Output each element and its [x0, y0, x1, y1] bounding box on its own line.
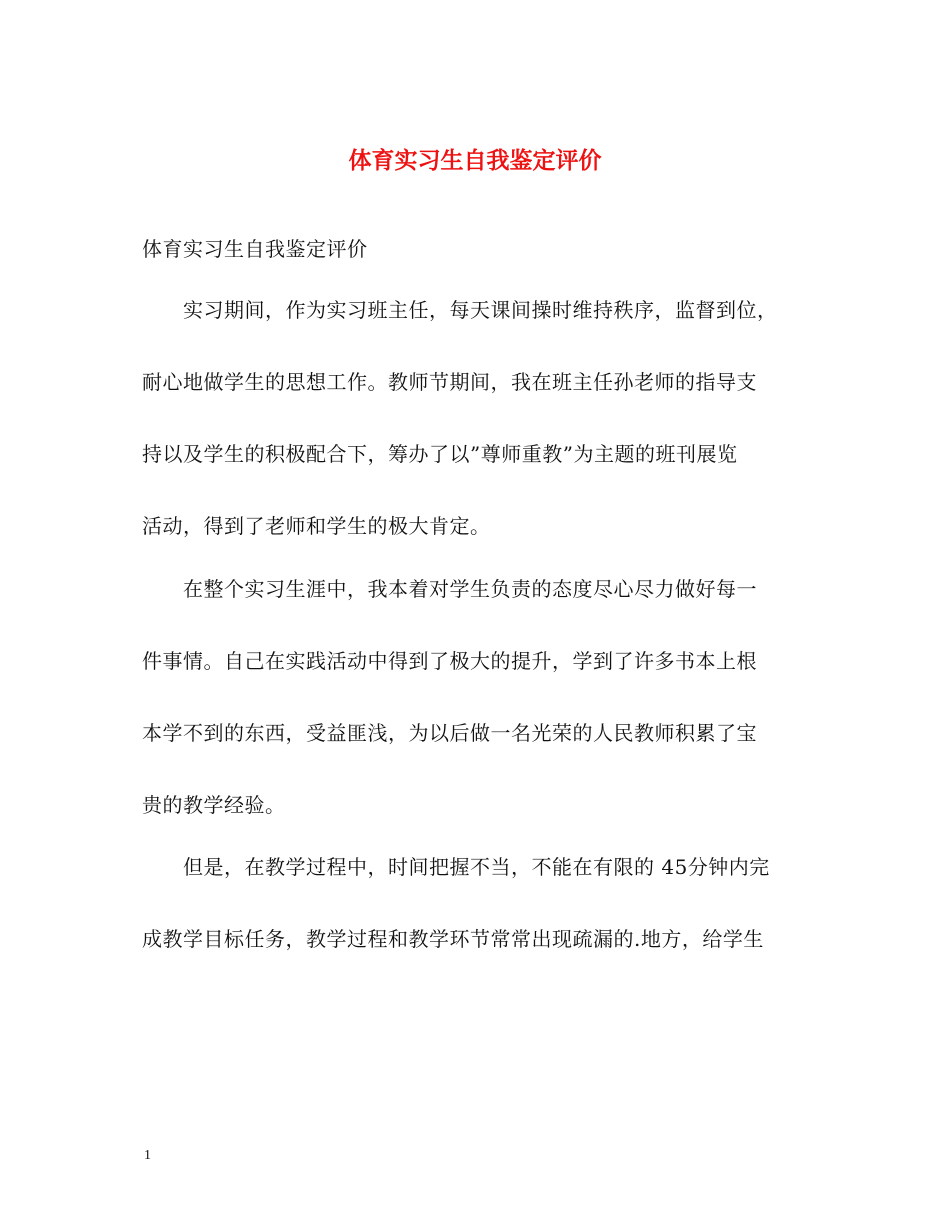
- paragraph-line: 持以及学生的积极配合下，筹办了以”尊师重教”为主题的班刊展览: [142, 442, 738, 466]
- paragraph-line: 耐心地做学生的思想工作。教师节期间，我在班主任孙老师的指导支: [142, 370, 757, 394]
- paragraph-line: 本学不到的东西，受益匪浅，为以后做一名光荣的人民教师积累了宝: [142, 721, 757, 745]
- document-subtitle: 体育实习生自我鉴定评价: [142, 237, 368, 261]
- page-number: 1: [144, 1148, 151, 1163]
- paragraph-line: 但是，在教学过程中，时间把握不当，不能在有限的 45分钟内完: [142, 855, 770, 879]
- document-title: 体育实习生自我鉴定评价: [348, 147, 602, 174]
- paragraph-line: 件事情。自己在实践活动中得到了极大的提升，学到了许多书本上根: [142, 649, 757, 673]
- paragraph-line: 成教学目标任务，教学过程和教学环节常常出现疏漏的.地方，给学生: [142, 927, 764, 951]
- paragraph-line: 贵的教学经验。: [142, 793, 286, 817]
- paragraph-line: 活动，得到了老师和学生的极大肯定。: [142, 514, 491, 538]
- paragraph-line: 在整个实习生涯中，我本着对学生负责的态度尽心尽力做好每一: [142, 577, 757, 601]
- paragraph-line: 实习期间，作为实习班主任，每天课间操时维持秩序，监督到位，: [142, 298, 778, 322]
